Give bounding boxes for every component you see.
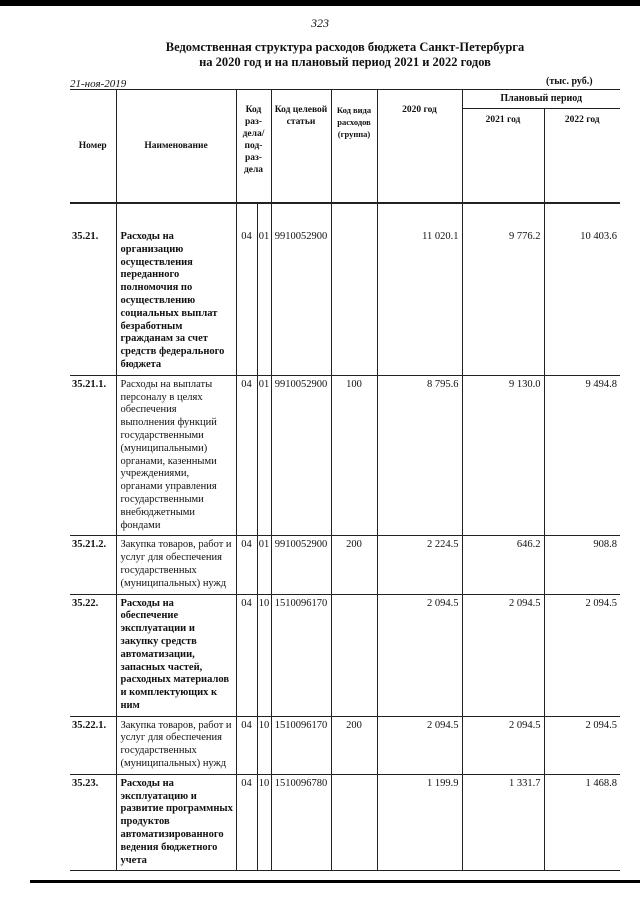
title-line-2: на 2020 год и на плановый период 2021 и 2022 годов <box>199 55 491 69</box>
row-value-2021: 9 130.0 <box>462 375 544 536</box>
row-value-2021: 2 094.5 <box>462 594 544 716</box>
document-title <box>110 40 580 70</box>
row-value-2020: 11 020.1 <box>377 228 462 375</box>
table-row <box>70 716 620 774</box>
row-type <box>331 774 377 871</box>
row-type <box>331 228 377 375</box>
row-value-2022: 908.8 <box>544 536 620 594</box>
header-2020: 2020 год <box>377 90 462 204</box>
row-razdel: 04 <box>236 716 257 774</box>
budget-table <box>70 89 620 871</box>
top-scan-edge <box>0 0 640 6</box>
header-target-code: Код целевой статьи <box>271 90 331 204</box>
row-number: 35.22.1. <box>70 716 116 774</box>
row-name: Расходы на организацию осуществления переданного полномочия по осуществлению социальных выплат безработным гражданам за счет средств федерального бюджета <box>116 228 236 375</box>
page-number: 323 <box>311 16 329 30</box>
row-value-2020: 1 199.9 <box>377 774 462 871</box>
row-razdel: 04 <box>236 536 257 594</box>
row-type <box>331 594 377 716</box>
row-name: Расходы на эксплуатацию и развитие программных продуктов автоматизированного ведения бюджетного учета <box>116 774 236 871</box>
row-podrazdel: 10 <box>257 774 271 871</box>
row-value-2021: 1 331.7 <box>462 774 544 871</box>
row-target: 1510096170 <box>271 716 331 774</box>
row-value-2022: 2 094.5 <box>544 594 620 716</box>
row-number: 35.23. <box>70 774 116 871</box>
row-number: 35.21. <box>70 228 116 375</box>
row-value-2022: 1 468.8 <box>544 774 620 871</box>
table-row <box>70 375 620 536</box>
row-value-2021: 2 094.5 <box>462 716 544 774</box>
row-target: 1510096170 <box>271 594 331 716</box>
row-razdel: 04 <box>236 774 257 871</box>
row-value-2022: 2 094.5 <box>544 716 620 774</box>
row-value-2020: 8 795.6 <box>377 375 462 536</box>
row-type: 100 <box>331 375 377 536</box>
row-value-2022: 10 403.6 <box>544 228 620 375</box>
row-name: Расходы на обеспечение эксплуатации и закупку средств автоматизации, запасных частей, расходных материалов и комплектующих к ним <box>116 594 236 716</box>
header-2021: 2021 год <box>462 109 544 204</box>
row-razdel: 04 <box>236 594 257 716</box>
header-planned-period: Плановый период <box>462 90 620 109</box>
title-line-1: Ведомственная структура расходов бюджета Санкт-Петербурга <box>165 40 525 54</box>
row-value-2020: 2 094.5 <box>377 716 462 774</box>
header-name: Наименование <box>116 90 236 204</box>
row-number: 35.21.2. <box>70 536 116 594</box>
row-type: 200 <box>331 716 377 774</box>
bottom-scan-edge <box>30 880 640 883</box>
row-razdel: 04 <box>236 228 257 375</box>
row-name: Закупка товаров, работ и услуг для обеспечения государственных (муниципальных) нужд <box>116 536 236 594</box>
row-value-2020: 2 094.5 <box>377 594 462 716</box>
header-2022: 2022 год <box>544 109 620 204</box>
header-expense-type: Код вида расходов (группа) <box>331 90 377 204</box>
row-podrazdel: 01 <box>257 536 271 594</box>
row-razdel: 04 <box>236 375 257 536</box>
row-podrazdel: 01 <box>257 375 271 536</box>
row-value-2021: 646.2 <box>462 536 544 594</box>
table-row <box>70 774 620 871</box>
document-date: 21-ноя-2019 <box>70 78 127 90</box>
row-target: 9910052900 <box>271 228 331 375</box>
row-target: 1510096780 <box>271 774 331 871</box>
table-row <box>70 536 620 594</box>
table-row <box>70 594 620 716</box>
row-value-2021: 9 776.2 <box>462 228 544 375</box>
row-type: 200 <box>331 536 377 594</box>
header-section-code: Код раз-дела/ под-раз-дела <box>236 90 271 204</box>
row-value-2022: 9 494.8 <box>544 375 620 536</box>
row-podrazdel: 10 <box>257 716 271 774</box>
unit-label: (тыс. руб.) <box>546 76 593 87</box>
row-value-2020: 2 224.5 <box>377 536 462 594</box>
header-number: Номер <box>70 90 116 204</box>
header-spacer <box>70 203 620 228</box>
row-target: 9910052900 <box>271 375 331 536</box>
row-target: 9910052900 <box>271 536 331 594</box>
row-number: 35.21.1. <box>70 375 116 536</box>
row-name: Закупка товаров, работ и услуг для обеспечения государственных (муниципальных) нужд <box>116 716 236 774</box>
row-podrazdel: 01 <box>257 228 271 375</box>
row-podrazdel: 10 <box>257 594 271 716</box>
row-number: 35.22. <box>70 594 116 716</box>
row-name: Расходы на выплаты персоналу в целях обеспечения выполнения функций государственными (муниципальными) органами, казенными учреждениями, органами управления государственными внебюджетными фондами <box>116 375 236 536</box>
table-row <box>70 228 620 375</box>
